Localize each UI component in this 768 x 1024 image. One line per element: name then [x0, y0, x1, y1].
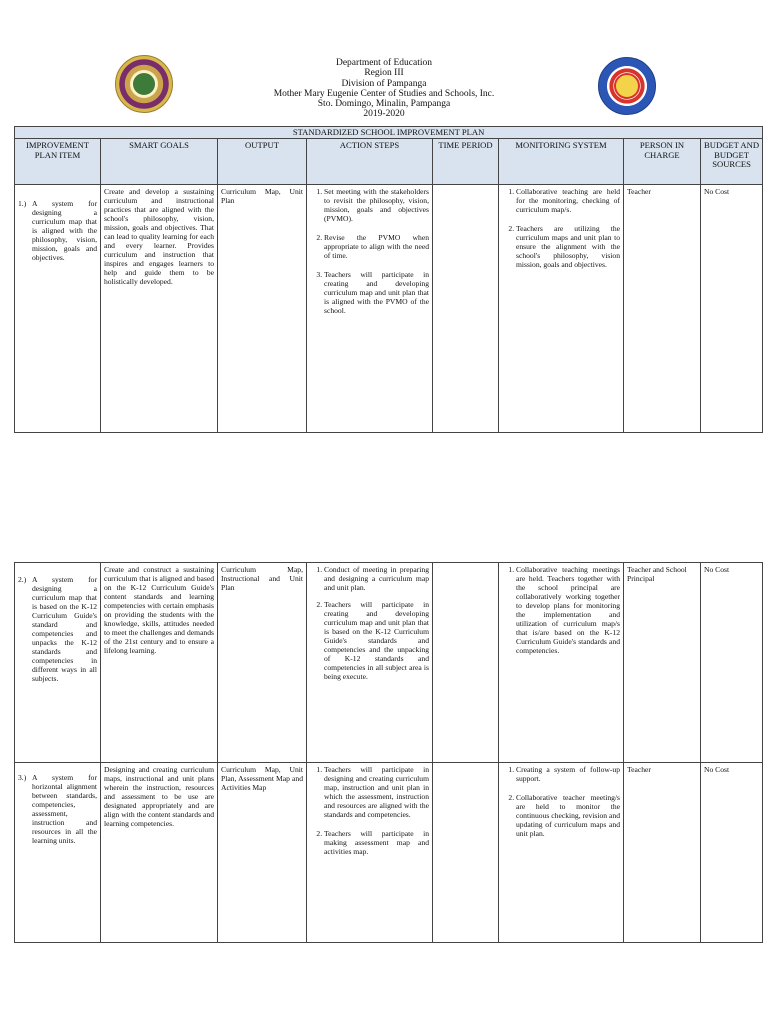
item-text: A system for designing a curriculum map that is aligned with the philosophy, vision, mission, goals and objectives.	[32, 199, 97, 262]
budget-cell: No Cost	[701, 185, 763, 433]
smart-goals-cell: Create and construct a sustaining curriculum that is aligned and based on the K-12 Curriculum Guide's content standards and learning competencies with certain emphasis on providing the students with the knowledge, skills, attitudes needed to meet the challenges and demands of the 21st century and to ensure a lifelong learning.	[101, 563, 218, 763]
action-step: 3. Teachers will participate in creating and developing curriculum map and unit plan that is aligned with the PVMO of the school.	[324, 270, 429, 315]
action-step: 1. Teachers will participate in designing and creating curriculum map, instruction and unit plan in which the assessment, instruction and resources are aligned with the standards and competencies.	[324, 765, 429, 819]
header-line: Mother Mary Eugenie Center of Studies and Schools, Inc.	[273, 88, 495, 99]
col-header: MONITORING SYSTEM	[499, 139, 624, 185]
table-row	[15, 185, 763, 433]
monitoring-cell	[499, 763, 624, 943]
header-line: 2019-2020	[363, 109, 405, 120]
budget-cell: No Cost	[701, 763, 763, 943]
table-title: STANDARDIZED SCHOOL IMPROVEMENT PLAN	[15, 127, 763, 139]
action-step: 2. Teachers will participate in making assessment map and activities map.	[324, 829, 429, 856]
sip-table-1	[14, 126, 763, 433]
time-period-cell	[433, 763, 499, 943]
header-line: Sto. Domingo, Minalin, Pampanga	[317, 99, 451, 110]
item-text: A system for designing a curriculum map that is based on the K-12 Curriculum Guide's standard and competencies and unpacks the K-12 standards and competencies in different ways in all subjects.	[32, 575, 97, 683]
action-steps-cell	[307, 763, 433, 943]
col-header: ACTION STEPS	[307, 139, 433, 185]
monitoring-step: 1. Collaborative teaching are held for the monitoring, checking of curriculum map/s.	[516, 187, 620, 214]
header-line: Department of Education	[335, 58, 433, 68]
output-cell: Curriculum Map, Unit Plan, Assessment Map and Activities Map	[218, 763, 307, 943]
person-in-charge-cell: Teacher and School Principal	[624, 563, 701, 763]
col-header: BUDGET AND BUDGET SOURCES	[701, 139, 763, 185]
monitoring-step: 2. Teachers are utilizing the curriculum maps and unit plan to ensure the alignment with the school's philosophy, vision mission, goals and objectives.	[516, 224, 620, 269]
item-number: 1.)	[18, 199, 27, 208]
monitoring-step: 1. Collaborative teaching meetings are held. Teachers together with the school principal are collaboratively working together to develop plans for monitoring the implementation and utilization of curriculum map/s that is/are based on the K-12 Curriculum Guide's standards and competencies.	[516, 565, 620, 655]
improvement-item-cell	[15, 185, 101, 433]
output-cell: Curriculum Map, Instructional and Unit Plan	[218, 563, 307, 763]
item-number: 3.)	[18, 773, 27, 782]
action-step: 1. Set meeting with the stakeholders to revisit the philosophy, vision, mission, goals and objectives (PVMO).	[324, 187, 429, 223]
sip-table-2	[14, 562, 763, 943]
col-header: PERSON IN CHARGE	[624, 139, 701, 185]
action-step: 2. Teachers will participate in creating and developing curriculum map and unit plan that is based on the K-12 Curriculum Guide's standards and competencies and the unpacking of K-12 standards and competencies in all subject area is being execute.	[324, 600, 429, 681]
item-number: 2.)	[18, 575, 27, 584]
smart-goals-cell: Designing and creating curriculum maps, instructional and unit plans wherein the instruction, resources and assessment to be use are designated appropriately and are align with the content standards and learning competencies.	[101, 763, 218, 943]
col-header: OUTPUT	[218, 139, 307, 185]
document-header	[0, 58, 768, 120]
action-step: 1. Conduct of meeting in preparing and designing a curriculum map and unit plan.	[324, 565, 429, 592]
action-step: 2. Revise the PVMO when appropriate to align with the need of time.	[324, 233, 429, 260]
col-header: IMPROVEMENT PLAN ITEM	[15, 139, 101, 185]
col-header: TIME PERIOD	[433, 139, 499, 185]
monitoring-cell	[499, 185, 624, 433]
item-text: A system for horizontal alignment between standards, competencies, assessment, instruction and resources in all the learning units.	[32, 773, 97, 845]
monitoring-cell	[499, 563, 624, 763]
smart-goals-cell: Create and develop a sustaining curriculum and instructional practices that are aligned with the school's philosophy, vision, mission, goals and objectives. That can lead to quality learning for each and every learner. Provides curriculum and instruction that inspires and engages learners to help and guide them to be holistically developed.	[101, 185, 218, 433]
output-cell: Curriculum Map, Unit Plan	[218, 185, 307, 433]
person-in-charge-cell: Teacher	[624, 763, 701, 943]
action-steps-cell	[307, 563, 433, 763]
budget-cell: No Cost	[701, 563, 763, 763]
time-period-cell	[433, 563, 499, 763]
improvement-item-cell	[15, 763, 101, 943]
table-header-row	[15, 139, 763, 185]
time-period-cell	[433, 185, 499, 433]
action-steps-cell	[307, 185, 433, 433]
improvement-item-cell	[15, 563, 101, 763]
person-in-charge-cell: Teacher	[624, 185, 701, 433]
monitoring-step: 1. Creating a system of follow-up support.	[516, 765, 620, 783]
table-row	[15, 763, 763, 943]
table-row	[15, 563, 763, 763]
monitoring-step: 2. Collaborative teacher meeting/s are held to monitor the continuous checking, revision and updating of curriculum maps and unit plan.	[516, 793, 620, 838]
header-line: Region III	[364, 68, 404, 79]
col-header: SMART GOALS	[101, 139, 218, 185]
header-line: Division of Pampanga	[341, 78, 427, 89]
